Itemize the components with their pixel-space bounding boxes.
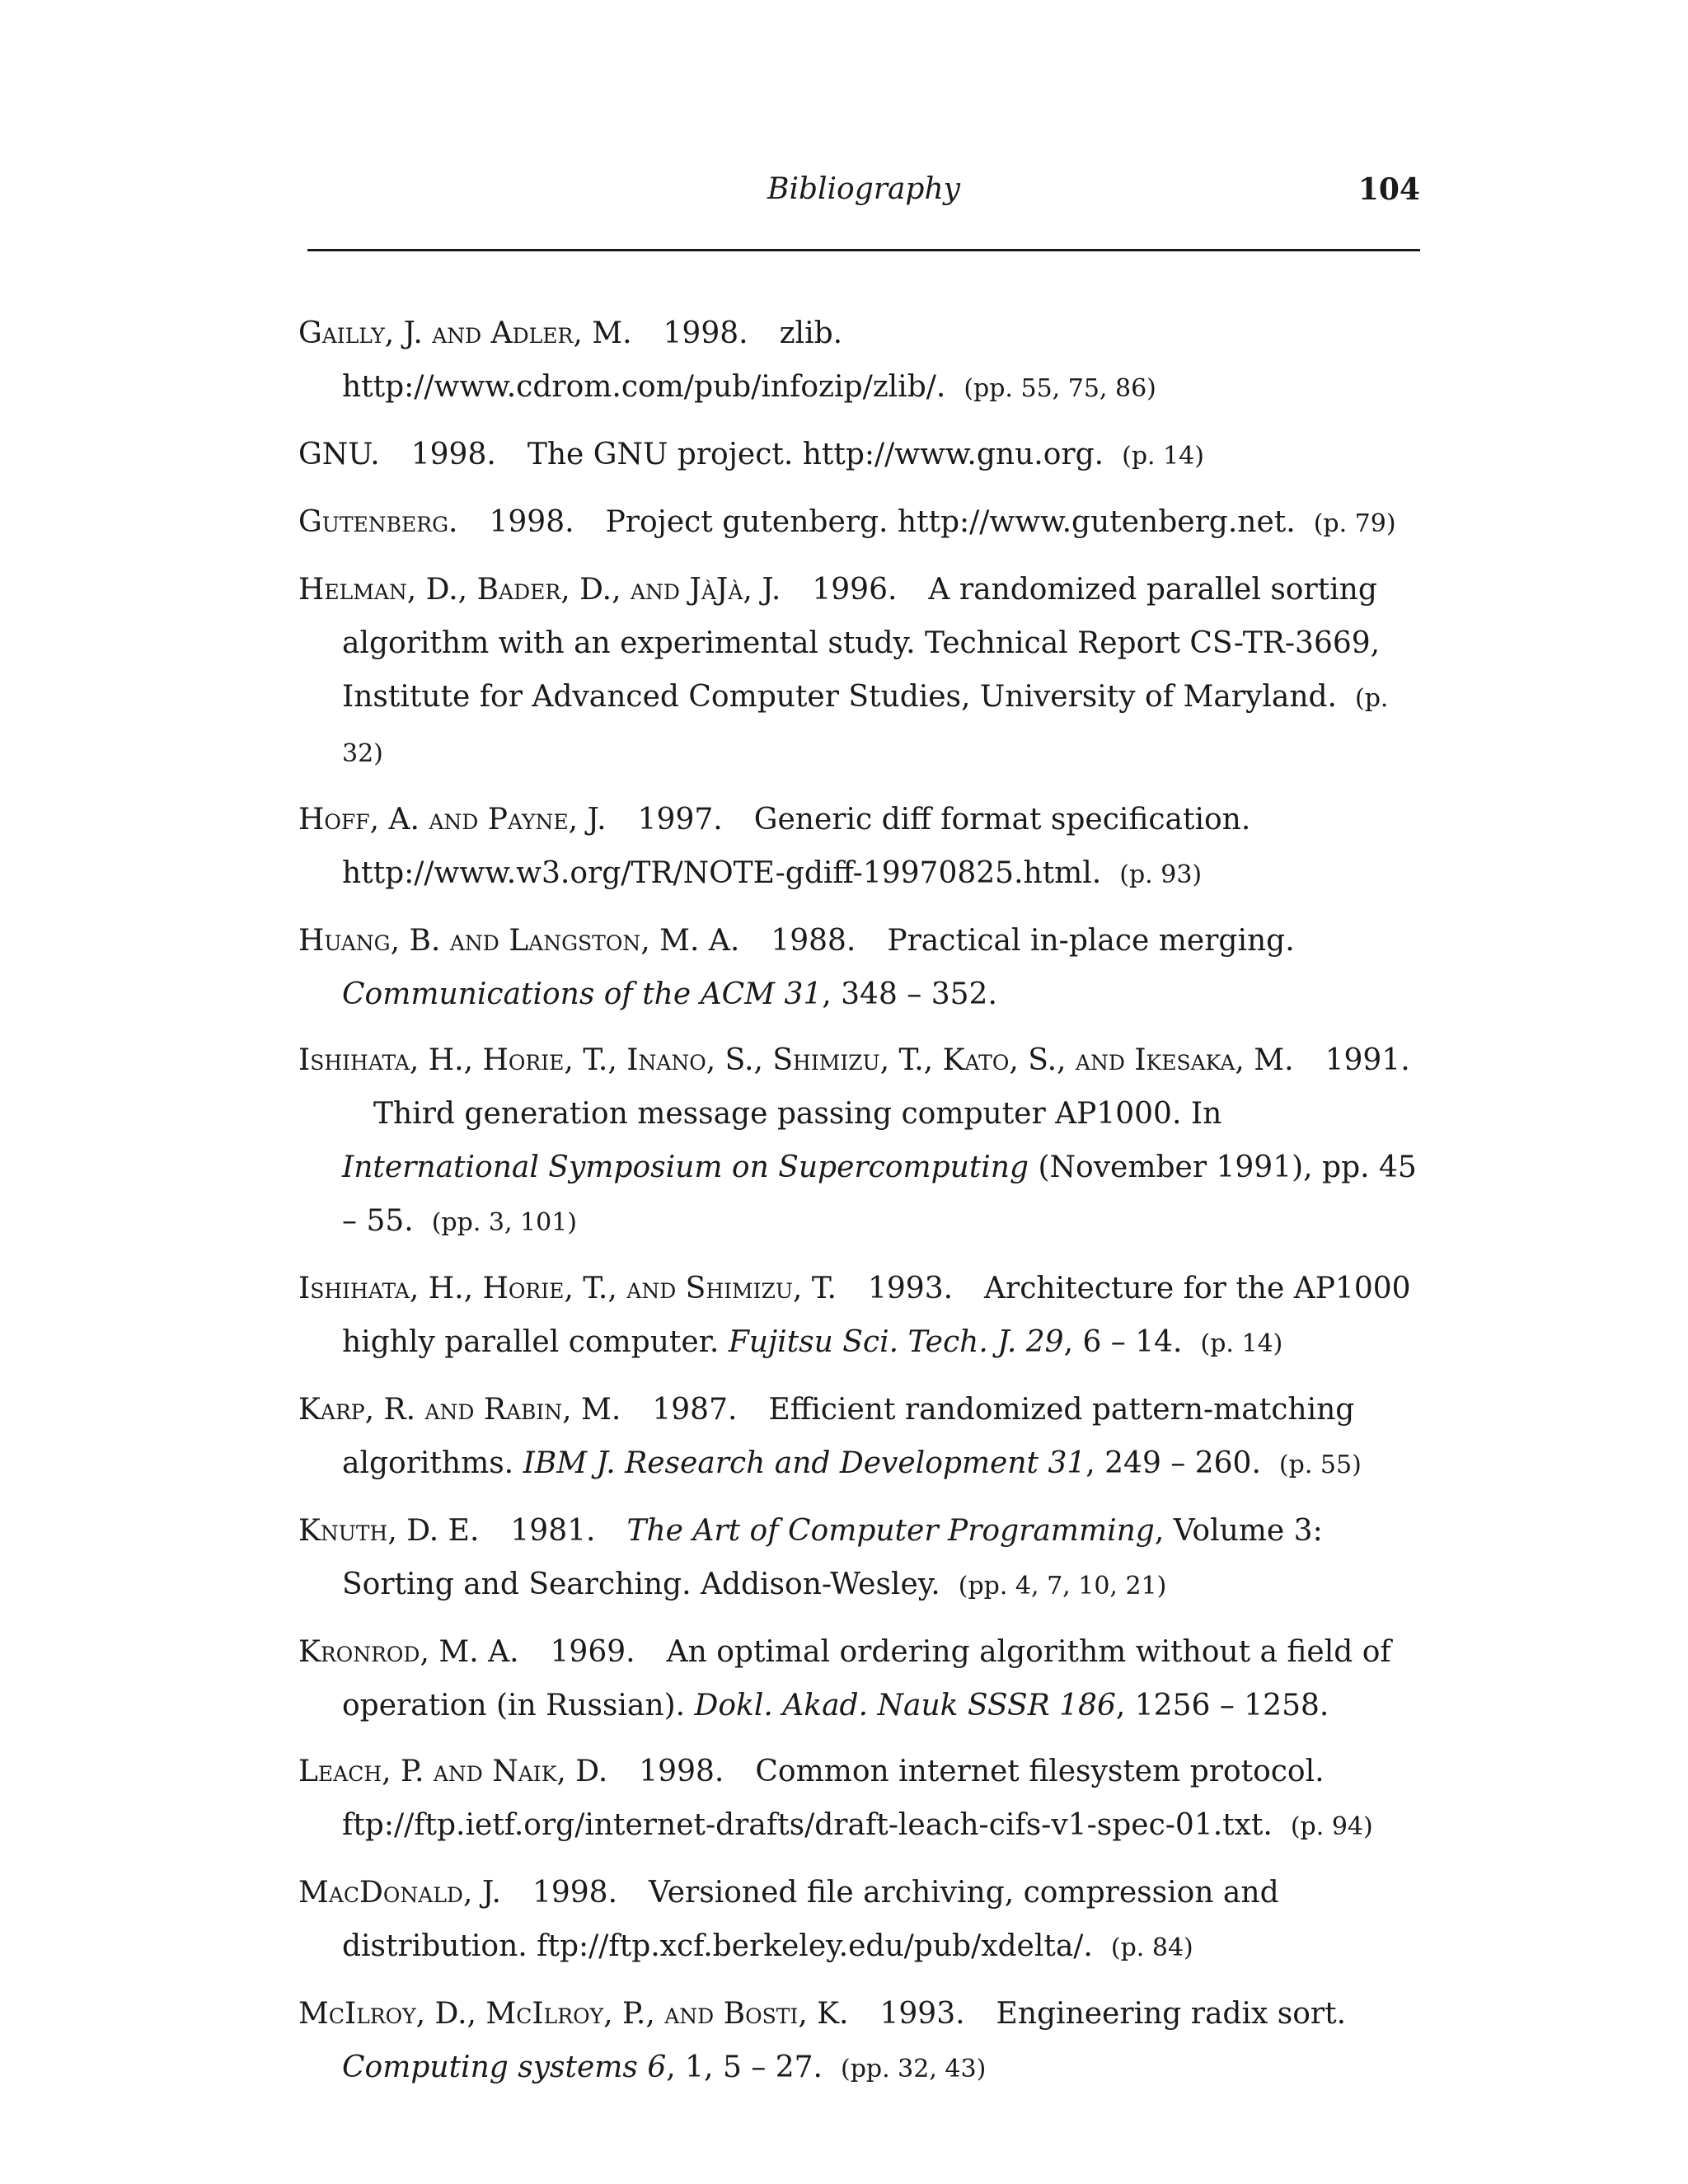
- entry-year: 1993.: [879, 1997, 965, 2031]
- entry-text: Project gutenberg. http://www.gutenberg.net.: [605, 505, 1296, 539]
- entry-year: 1996.: [812, 573, 898, 607]
- entry-text: Engineering radix sort.: [996, 1997, 1347, 2031]
- bibliography-entry: [298, 563, 1421, 780]
- entry-year: 1993.: [867, 1272, 954, 1305]
- bibliography-entry: [298, 914, 1421, 1021]
- entry-pages: (p. 14): [1200, 1329, 1283, 1358]
- entry-pages: (p. 79): [1313, 509, 1396, 538]
- entry-pages: (pp. 55, 75, 86): [964, 374, 1156, 403]
- entry-year: 1998.: [410, 438, 496, 471]
- entry-authors: MacDonald, J.: [298, 1876, 501, 1910]
- entry-authors: Kronrod, M. A.: [298, 1635, 519, 1669]
- entry-year: 1991.: [1325, 1043, 1410, 1077]
- entry-pages: (pp. 4, 7, 10, 21): [958, 1572, 1167, 1601]
- entry-text: Generic diff format specification. http://www.w3.org/TR/NOTE-gdiff-19970825.html.: [342, 803, 1251, 890]
- entry-journal: IBM J. Research and Development 31: [523, 1446, 1086, 1480]
- bibliography-entry: [298, 307, 1421, 415]
- header-rule: [307, 249, 1420, 251]
- entry-year: 1981.: [510, 1514, 596, 1548]
- entry-journal: Dokl. Akad. Nauk SSSR 186: [694, 1689, 1116, 1722]
- entry-text: Common internet filesystem protocol. ftp://ftp.ietf.org/internet-drafts/draft-leach-cifs-v1-spec-01.txt.: [342, 1755, 1325, 1842]
- entry-pages: (p. 32): [342, 684, 1389, 768]
- entry-authors: Helman, D., Bader, D., and JàJà, J.: [298, 573, 781, 607]
- entry-year: 1998.: [532, 1876, 618, 1910]
- entry-pages: (p. 55): [1278, 1451, 1362, 1479]
- entry-journal: Computing systems 6: [342, 2050, 667, 2084]
- entry-authors: GNU.: [298, 438, 380, 471]
- entry-text: Efficient randomized pattern-matching algorithms.: [342, 1393, 1355, 1480]
- entry-pages: (p. 84): [1110, 1933, 1193, 1962]
- entry-text: zlib. http://www.cdrom.com/pub/infozip/zlib/.: [342, 316, 946, 404]
- entry-text: An optimal ordering algorithm without a field of operation (in Russian).: [342, 1635, 1391, 1722]
- entry-text-tail: , 1256 – 1258.: [1115, 1689, 1329, 1722]
- page-number: 104: [1357, 172, 1420, 207]
- entry-pages: (pp. 3, 101): [431, 1208, 578, 1237]
- bibliography-entry: [298, 1625, 1421, 1732]
- entry-book-title: The Art of Computer Programming: [626, 1514, 1155, 1548]
- entry-pages: (p. 94): [1290, 1812, 1373, 1841]
- entry-text-tail: , 1, 5 – 27.: [666, 2050, 823, 2084]
- entry-authors: Gailly, J. and Adler, M.: [298, 316, 632, 350]
- entry-text-tail: (November 1991), pp. 45 – 55.: [342, 1151, 1417, 1238]
- entry-text: Practical in-place merging.: [887, 924, 1295, 958]
- entry-year: 1988.: [771, 924, 856, 958]
- bibliography-list: [298, 307, 1421, 2108]
- entry-authors: Hoff, A. and Payne, J.: [298, 803, 607, 837]
- entry-text: Architecture for the AP1000 highly parallel computer.: [342, 1272, 1411, 1359]
- bibliography-entry: [298, 1262, 1421, 1371]
- entry-pages: (p. 93): [1119, 860, 1203, 889]
- entry-text-tail: , 6 – 14.: [1063, 1325, 1183, 1359]
- entry-text-tail: , 249 – 260.: [1085, 1446, 1261, 1480]
- entry-year: 1997.: [637, 803, 723, 837]
- bibliography-entry: [298, 1383, 1421, 1492]
- running-title: Bibliography: [767, 172, 960, 206]
- bibliography-entry: [298, 1987, 1421, 2096]
- entry-text: Third generation message passing computer AP1000. In: [373, 1097, 1222, 1131]
- bibliography-entry: [298, 793, 1421, 902]
- page-header: [307, 169, 1420, 218]
- entry-year: 1998.: [489, 505, 574, 539]
- entry-text-tail: , Volume 3: Sorting and Searching. Addison-Wesley.: [342, 1514, 1323, 1601]
- entry-pages: (pp. 32, 43): [841, 2055, 987, 2083]
- entry-pages: (p. 14): [1122, 442, 1204, 471]
- entry-journal: Fujitsu Sci. Tech. J. 29: [728, 1325, 1064, 1359]
- bibliography-entry: [298, 495, 1421, 551]
- entry-text: Versioned file archiving, compression and distribution. ftp://ftp.xcf.berkeley.edu/pub/xdelta/.: [342, 1876, 1279, 1963]
- entry-authors: Ishihata, H., Horie, T., Inano, S., Shimizu, T., Kato, S., and Ikesaka, M.: [298, 1043, 1294, 1077]
- entry-authors: Leach, P. and Naik, D.: [298, 1755, 608, 1788]
- bibliography-entry: [298, 1504, 1421, 1613]
- bibliography-entry: [298, 1745, 1421, 1854]
- entry-authors: Ishihata, H., Horie, T., and Shimizu, T.: [298, 1272, 837, 1305]
- entry-journal: Communications of the ACM 31: [342, 977, 823, 1011]
- bibliography-entry: [298, 1033, 1421, 1249]
- entry-authors: McIlroy, D., McIlroy, P., and Bosti, K.: [298, 1997, 849, 2031]
- entry-authors: Gutenberg.: [298, 505, 458, 539]
- entry-year: 1998.: [639, 1755, 724, 1788]
- entry-year: 1969.: [550, 1635, 635, 1669]
- entry-year: 1998.: [663, 316, 748, 350]
- entry-text: The GNU project. http://www.gnu.org.: [527, 438, 1104, 471]
- entry-text: A randomized parallel sorting algorithm with an experimental study. Technical Report CS-TR-3669, Institute for Advanced Computer Studies, University of Maryland.: [342, 573, 1381, 714]
- entry-text-tail: , 348 – 352.: [822, 977, 997, 1011]
- entry-authors: Huang, B. and Langston, M. A.: [298, 924, 740, 958]
- entry-authors: Knuth, D. E.: [298, 1514, 480, 1548]
- entry-authors: Karp, R. and Rabin, M.: [298, 1393, 621, 1427]
- entry-journal: International Symposium on Supercomputing: [342, 1151, 1029, 1184]
- entry-year: 1987.: [652, 1393, 738, 1427]
- bibliography-entry: [298, 1866, 1421, 1975]
- bibliography-entry: [298, 428, 1421, 483]
